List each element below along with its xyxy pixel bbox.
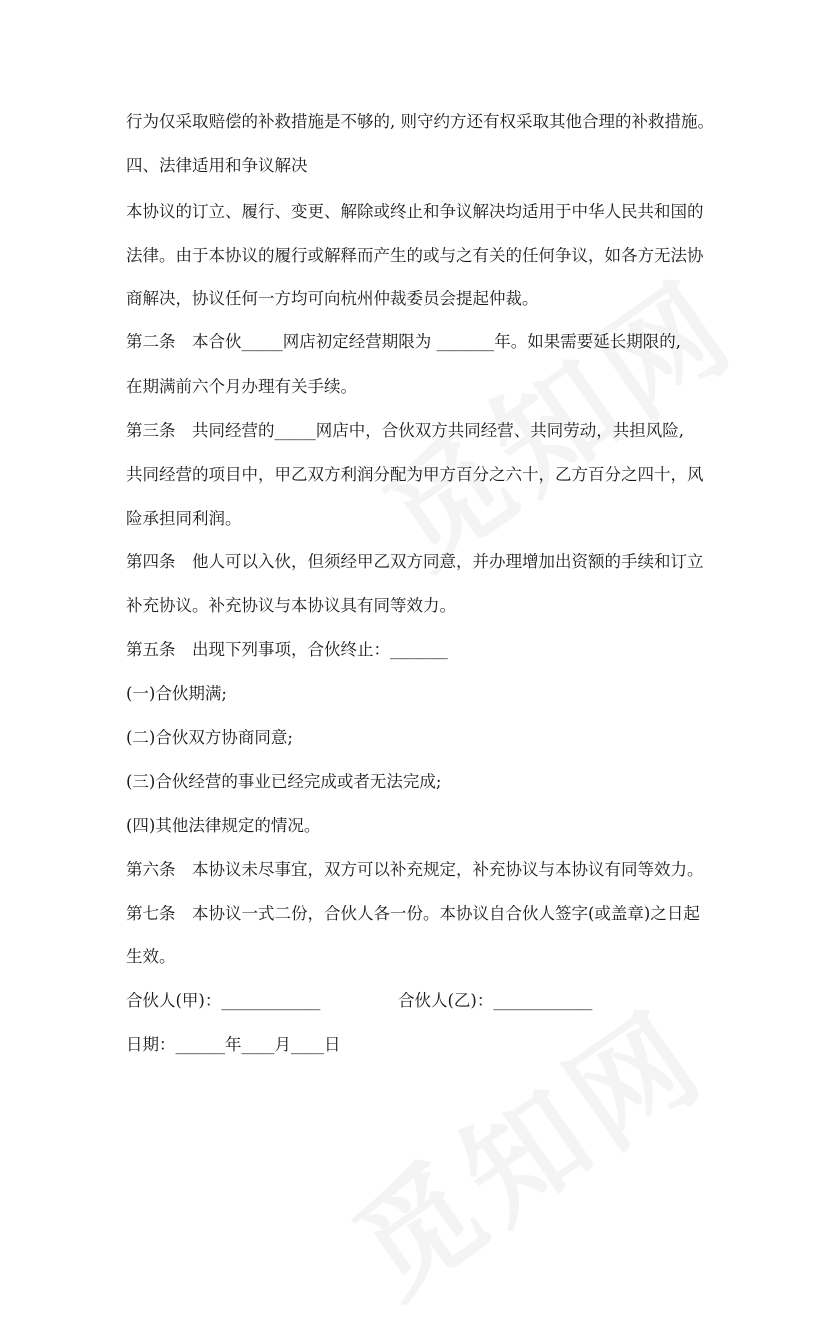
article-2: 第二条 本合伙_____网店初定经营期限为 _______年。如果需要延长期限的, [126, 332, 681, 351]
section-heading: 四、法律适用和争议解决 [126, 156, 308, 175]
article-7: 第七条 本协议一式二份，合伙人各一份。本协议自合伙人签字(或盖章)之日起 [126, 904, 700, 923]
body-line: 补充协议。补充协议与本协议具有同等效力。 [126, 596, 456, 615]
body-line: 共同经营的项目中，甲乙双方利润分配为甲方百分之六十，乙方百分之四十，风 [126, 465, 704, 484]
body-line: 本协议的订立、履行、变更、解除或终止和争议解决均适用于中华人民共和国的 [126, 202, 704, 221]
body-line: 生效。 [126, 947, 176, 966]
list-item: (二)合伙双方协商同意; [126, 728, 293, 747]
article-6: 第六条 本协议未尽事宜，双方可以补充规定，补充协议与本协议有同等效力。 [126, 860, 704, 879]
article-5: 第五条 出现下列事项，合伙终止：_______ [126, 640, 448, 659]
body-line: 法律。由于本协议的履行或解释而产生的或与之有关的任何争议，如各方无法协 [126, 246, 704, 265]
signature-party-a: 合伙人(甲)：____________ [126, 991, 321, 1010]
body-line: 险承担同利润。 [126, 509, 242, 528]
date-line: 日期：______年____月____日 [126, 1035, 341, 1054]
list-item: (一)合伙期满; [126, 684, 227, 703]
body-line: 行为仅采取赔偿的补救措施是不够的, 则守约方还有权采取其他合理的补救措施。 [126, 112, 714, 131]
article-3: 第三条 共同经营的_____网店中，合伙双方共同经营、共同劳动，共担风险, [126, 421, 684, 440]
list-item: (四)其他法律规定的情况。 [126, 816, 321, 835]
article-4: 第四条 他人可以入伙，但须经甲乙双方同意，并办理增加出资额的手续和订立 [126, 552, 704, 571]
list-item: (三)合伙经营的事业已经完成或者无法完成; [126, 772, 442, 791]
body-line: 在期满前六个月办理有关手续。 [126, 377, 357, 396]
signature-party-b: 合伙人(乙)：____________ [398, 991, 593, 1010]
body-line: 商解决，协议任何一方均可向杭州仲裁委员会提起仲裁。 [126, 289, 539, 308]
